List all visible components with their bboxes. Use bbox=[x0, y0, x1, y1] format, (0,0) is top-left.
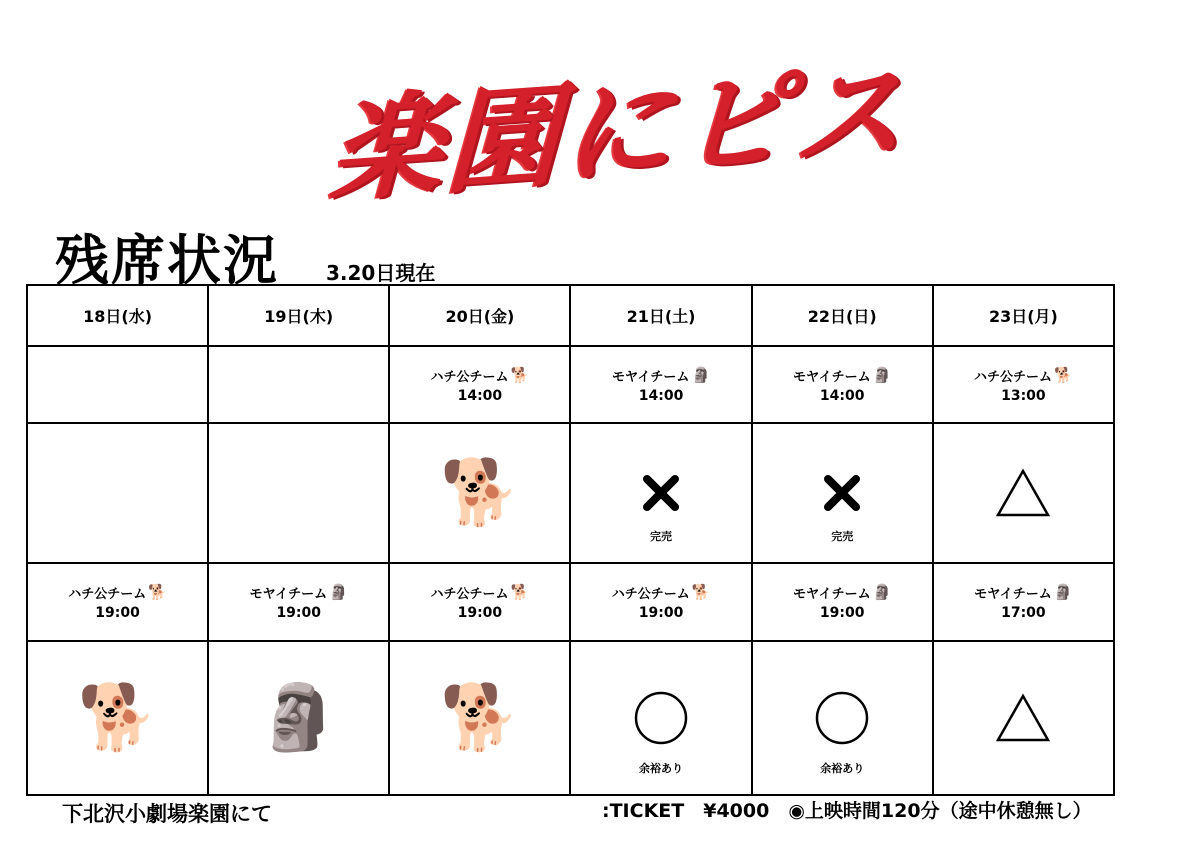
logo-text: 楽園にピス bbox=[328, 46, 912, 218]
matinee-status-row bbox=[27, 423, 1114, 563]
moai-icon: 🗿 bbox=[872, 365, 892, 384]
dog-icon: 🐕 bbox=[148, 583, 167, 601]
day-header: 21日(土) bbox=[570, 285, 751, 346]
day-header: 20日(金) bbox=[389, 285, 570, 346]
moai-icon: 🗿 bbox=[1053, 583, 1073, 601]
show-time: 14:00 bbox=[819, 387, 865, 404]
performance-cell bbox=[570, 346, 751, 423]
performance-cell bbox=[27, 563, 208, 641]
day-header: 19日(木) bbox=[208, 285, 389, 346]
show-time: 19:00 bbox=[276, 605, 322, 621]
day-header-row bbox=[27, 285, 1114, 346]
team-name: ハチ公チーム bbox=[430, 587, 509, 602]
team-name: モヤイチーム bbox=[793, 587, 871, 602]
moai-icon: 🗿 bbox=[691, 365, 711, 384]
show-time: 19:00 bbox=[638, 605, 684, 621]
status-cell bbox=[752, 423, 933, 563]
status-note: 完売 bbox=[650, 530, 673, 543]
moai-icon: 🗿 bbox=[329, 583, 348, 601]
performance-cell bbox=[27, 346, 208, 423]
available-circle-icon bbox=[753, 690, 932, 746]
performance-cell bbox=[570, 563, 751, 641]
dog-icon: 🐕 bbox=[440, 681, 520, 755]
day-header: 18日(水) bbox=[27, 285, 208, 346]
day-header: 22日(日) bbox=[752, 285, 933, 346]
performance-cell bbox=[752, 346, 933, 423]
status-note: 完売 bbox=[831, 530, 854, 543]
dog-icon: 🐕 bbox=[1054, 365, 1073, 384]
as-of-date: 3.20日現在 bbox=[326, 261, 436, 285]
status-cell bbox=[570, 423, 751, 563]
day-header: 23日(月) bbox=[933, 285, 1114, 346]
team-name: ハチ公チーム bbox=[68, 587, 147, 602]
dog-icon: 🐕 bbox=[77, 681, 158, 755]
status-note: 余裕あり bbox=[639, 762, 684, 775]
matinee-performance-row bbox=[27, 346, 1114, 423]
performance-cell bbox=[933, 346, 1114, 423]
status-cell bbox=[752, 641, 933, 795]
status-cell bbox=[389, 641, 570, 795]
team-name: モヤイチーム bbox=[611, 369, 690, 385]
team-name: モヤイチーム bbox=[249, 587, 328, 602]
dog-icon: 🐕 bbox=[440, 456, 520, 530]
schedule-table bbox=[26, 284, 1115, 796]
status-cell bbox=[570, 641, 751, 795]
performance-cell bbox=[933, 563, 1114, 641]
status-cell bbox=[933, 423, 1114, 563]
moai-icon: 🗿 bbox=[872, 583, 892, 601]
show-time: 14:00 bbox=[457, 387, 503, 404]
show-time: 14:00 bbox=[638, 387, 684, 404]
performance-cell bbox=[389, 563, 570, 641]
performance-cell bbox=[752, 563, 933, 641]
team-name: ハチ公チーム bbox=[974, 369, 1053, 385]
sold-out-cross-icon bbox=[753, 473, 932, 513]
status-cell bbox=[208, 423, 389, 563]
show-time: 19:00 bbox=[457, 605, 503, 621]
ticket-info: :TICKET ¥4000 ◉上映時間120分（途中休憩無し） bbox=[602, 800, 1092, 822]
team-name: ハチ公チーム bbox=[611, 587, 690, 602]
evening-performance-row bbox=[27, 563, 1114, 641]
evening-status-row bbox=[27, 641, 1114, 795]
status-cell bbox=[27, 423, 208, 563]
available-circle-icon bbox=[571, 690, 750, 746]
dog-icon: 🐕 bbox=[510, 365, 530, 384]
few-seats-triangle-icon bbox=[934, 468, 1113, 518]
status-cell bbox=[27, 641, 208, 795]
performance-cell bbox=[208, 346, 389, 423]
team-name: モヤイチーム bbox=[793, 369, 871, 385]
dog-icon: 🐕 bbox=[691, 583, 711, 601]
status-note: 余裕あり bbox=[820, 762, 865, 775]
show-time: 19:00 bbox=[819, 605, 865, 621]
dog-icon: 🐕 bbox=[510, 583, 530, 601]
team-name: モヤイチーム bbox=[974, 587, 1052, 602]
moai-icon: 🗿 bbox=[258, 681, 339, 755]
performance-cell bbox=[389, 346, 570, 423]
show-time: 19:00 bbox=[95, 605, 140, 621]
few-seats-triangle-icon bbox=[934, 693, 1113, 743]
show-time: 17:00 bbox=[1001, 605, 1046, 621]
show-time: 13:00 bbox=[1001, 387, 1046, 404]
status-cell bbox=[208, 641, 389, 795]
page-title: 残席状況 bbox=[55, 229, 279, 292]
show-logo bbox=[300, 30, 940, 218]
venue-text: 下北沢小劇場楽園にて bbox=[62, 802, 272, 826]
performance-cell bbox=[208, 563, 389, 641]
status-cell bbox=[933, 641, 1114, 795]
status-cell bbox=[389, 423, 570, 563]
sold-out-cross-icon bbox=[571, 473, 750, 513]
team-name: ハチ公チーム bbox=[430, 369, 509, 385]
